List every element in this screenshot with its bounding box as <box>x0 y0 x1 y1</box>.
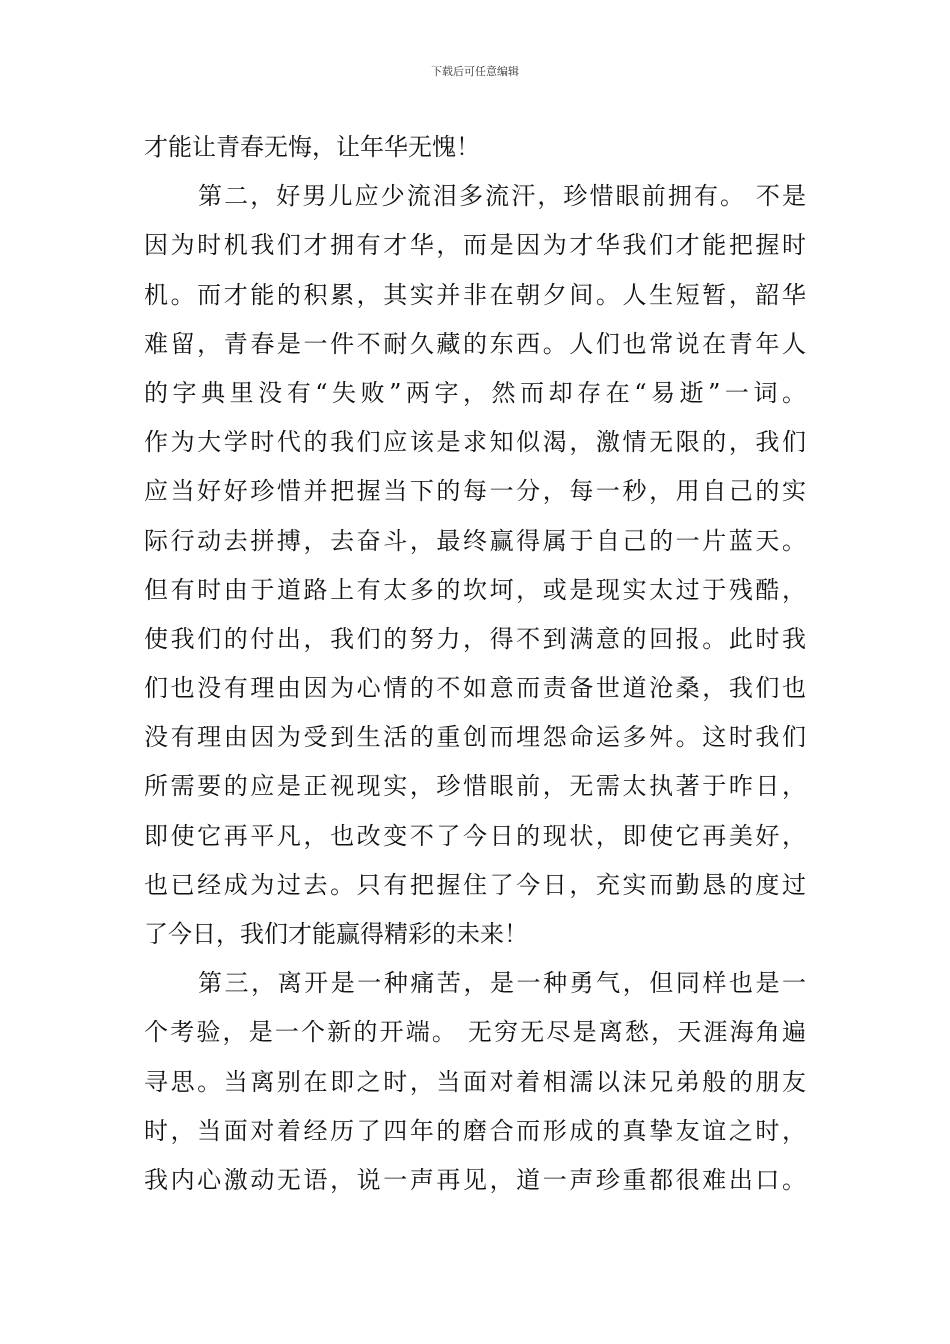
text-line: 寻思。当离别在即之时，当面对着相濡以沫兄弟般的朋友 <box>144 1067 806 1096</box>
text-line: 因为时机我们才拥有才华，而是因为才华我们才能把握时 <box>144 231 806 260</box>
text-line: 我内心激动无语，说一声再见，道一声珍重都很难出口。 <box>144 1165 806 1194</box>
text-line: 第二，好男儿应少流泪多流汗，珍惜眼前拥有。 不是 <box>198 182 806 211</box>
text-line: 所需要的应是正视现实，珍惜眼前，无需太执著于昨日， <box>144 772 806 801</box>
text-line: 作为大学时代的我们应该是求知似渴，激情无限的，我们 <box>144 428 806 457</box>
text-line: 第三，离开是一种痛苦，是一种勇气，但同样也是一 <box>198 969 806 998</box>
text-line: 们也没有理由因为心情的不如意而责备世道沧桑，我们也 <box>144 674 806 703</box>
text-line: 使我们的付出，我们的努力，得不到满意的回报。此时我 <box>144 624 806 653</box>
text-line: 才能让青春无悔，让年华无愧！ <box>144 133 480 161</box>
text-line: 个考验，是一个新的开端。 无穷无尽是离愁，天涯海角遍 <box>144 1018 806 1047</box>
text-line: 应当好好珍惜并把握当下的每一分，每一秒，用自己的实 <box>144 477 806 506</box>
text-line: 时，当面对着经历了四年的磨合而形成的真挚友谊之时， <box>144 1116 806 1145</box>
page-header: 下载后可任意编辑 <box>431 65 519 78</box>
text-line: 了今日，我们才能赢得精彩的未来！ <box>144 920 528 948</box>
text-line: 际行动去拼搏，去奋斗，最终赢得属于自己的一片蓝天。 <box>144 526 806 555</box>
text-line: 也已经成为过去。只有把握住了今日，充实而勤恳的度过 <box>144 870 806 899</box>
text-line: 但有时由于道路上有太多的坎坷，或是现实太过于残酷， <box>144 575 806 604</box>
document-body <box>144 123 806 1205</box>
text-line: 没有理由因为受到生活的重创而埋怨命运多舛。这时我们 <box>144 723 806 752</box>
text-line: 难留，青春是一件不耐久藏的东西。人们也常说在青年人 <box>144 329 806 358</box>
text-line: 机。而才能的积累，其实并非在朝夕间。人生短暂，韶华 <box>144 280 806 309</box>
text-line: 即使它再平凡，也改变不了今日的现状，即使它再美好， <box>144 821 806 850</box>
text-line: 的字典里没有“失败”两字，然而却存在“易逝”一词。 <box>144 378 806 407</box>
